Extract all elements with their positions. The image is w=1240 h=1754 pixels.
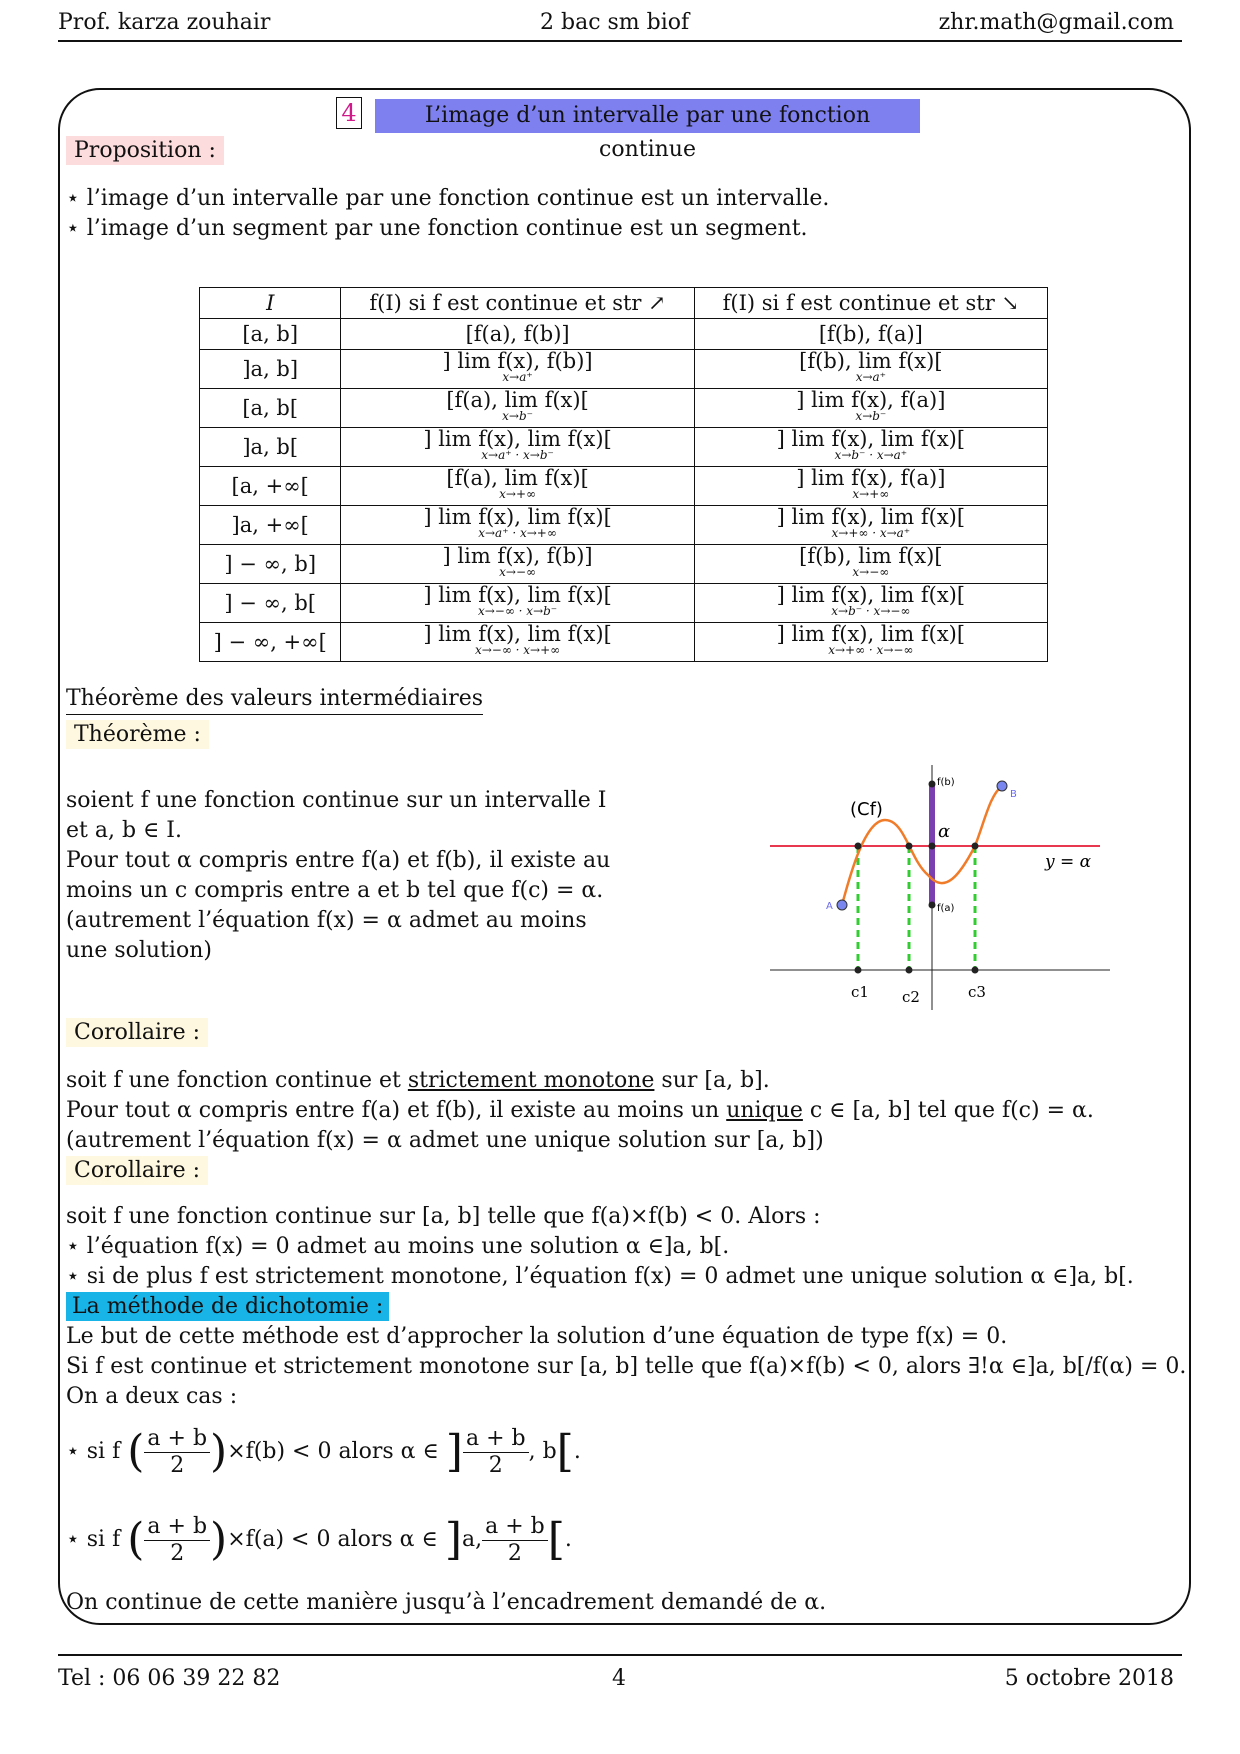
header-rule bbox=[58, 40, 1182, 42]
corollary-label: Corollaire : bbox=[66, 1018, 208, 1047]
label-c2: c2 bbox=[902, 988, 920, 1006]
table-row bbox=[200, 350, 1048, 389]
table-cell: ] lim f(x), lim f(x)[ x→+∞ · x→a⁺ bbox=[694, 506, 1047, 545]
table-header: f(I) si f est continue et str ↗ bbox=[341, 288, 694, 319]
header-email: zhr.math@gmail.com bbox=[938, 10, 1174, 35]
table-row bbox=[200, 428, 1048, 467]
corollary-label: Corollaire : bbox=[66, 1156, 208, 1185]
table-header: f(I) si f est continue et str ↘ bbox=[694, 288, 1047, 319]
table-row bbox=[200, 545, 1048, 584]
table-cell: ] lim f(x), lim f(x)[ x→−∞ · x→+∞ bbox=[341, 623, 694, 662]
table-cell: ] − ∞, +∞[ bbox=[200, 623, 341, 662]
table-cell: [a, b[ bbox=[200, 389, 341, 428]
table-cell: ] lim f(x), f(b)] x→a⁺ bbox=[341, 350, 694, 389]
table-cell: ] lim f(x), lim f(x)[ x→b⁻ · x→−∞ bbox=[694, 584, 1047, 623]
table-row bbox=[200, 584, 1048, 623]
label-alpha: α bbox=[938, 821, 951, 842]
table-row bbox=[200, 506, 1048, 545]
table-cell: [f(a), f(b)] bbox=[341, 319, 694, 350]
table-row bbox=[200, 467, 1048, 506]
label-y-alpha: y = α bbox=[1045, 852, 1092, 872]
corollary1-line: (autrement l’équation f(x) = α admet une unique solution sur [a, b]) bbox=[66, 1128, 824, 1153]
label-b: B bbox=[1010, 789, 1017, 800]
label-fa: f(a) bbox=[937, 903, 955, 914]
proposition-item: ⋆ l’image d’un segment par une fonction continue est un segment. bbox=[66, 216, 808, 241]
tvi-figure bbox=[770, 765, 1110, 1015]
label-c1: c1 bbox=[851, 983, 869, 1001]
table-cell: ]a, b] bbox=[200, 350, 341, 389]
tvi-line: moins un c compris entre a et b tel que f(c) = α. bbox=[66, 878, 604, 903]
table-cell: [a, b] bbox=[200, 319, 341, 350]
table-cell: ] lim f(x), f(a)] x→+∞ bbox=[694, 467, 1047, 506]
table-cell: ] − ∞, b] bbox=[200, 545, 341, 584]
table-row bbox=[200, 319, 1048, 350]
table-cell: [f(a), lim f(x)[ x→+∞ bbox=[341, 467, 694, 506]
corollary2-line: soit f une fonction continue sur [a, b] telle que f(a)×f(b) < 0. Alors : bbox=[66, 1204, 821, 1229]
table-cell: ] lim f(x), lim f(x)[ x→a⁺ · x→+∞ bbox=[341, 506, 694, 545]
section-number: 4 bbox=[336, 97, 362, 129]
table-cell: ] lim f(x), lim f(x)[ x→−∞ · x→b⁻ bbox=[341, 584, 694, 623]
table-cell: ] lim f(x), lim f(x)[ x→b⁻ · x→a⁺ bbox=[694, 428, 1047, 467]
tvi-heading: Théorème des valeurs intermédiaires bbox=[66, 684, 483, 715]
point-a bbox=[837, 900, 847, 910]
header-author: Prof. karza zouhair bbox=[58, 10, 271, 35]
label-c3: c3 bbox=[968, 983, 986, 1001]
tvi-line: soient f une fonction continue sur un intervalle I bbox=[66, 788, 607, 813]
dichotomy-conclusion: On continue de cette manière jusqu’à l’encadrement demandé de α. bbox=[66, 1590, 827, 1615]
tvi-line: et a, b ∈ I. bbox=[66, 818, 182, 843]
dichotomy-case-1: ⋆ si f ( $\frac{a + b}{2}$ )×f(b) < 0 alors α ∈ ] $\frac{a + b}{2}$ , b[. bbox=[66, 1425, 581, 1478]
point-b bbox=[997, 781, 1007, 791]
footer-phone: Tel : 06 06 39 22 82 bbox=[58, 1666, 281, 1691]
proposition-item: ⋆ l’image d’un intervalle par une fonction continue est un intervalle. bbox=[66, 186, 830, 211]
table-cell: ] lim f(x), lim f(x)[ x→+∞ · x→−∞ bbox=[694, 623, 1047, 662]
header-class: 2 bac sm biof bbox=[540, 10, 690, 35]
label-a: A bbox=[826, 901, 833, 912]
theorem-label: Théorème : bbox=[66, 720, 209, 749]
corollary2-line: ⋆ l’équation f(x) = 0 admet au moins une solution α ∈]a, b[. bbox=[66, 1234, 730, 1259]
section-title: L’image d’un intervalle par une fonction continue bbox=[375, 99, 920, 133]
table-cell: ]a, b[ bbox=[200, 428, 341, 467]
table-cell: ] lim f(x), f(b)] x→−∞ bbox=[341, 545, 694, 584]
footer-page-number: 4 bbox=[612, 1666, 626, 1691]
table-row bbox=[200, 389, 1048, 428]
tvi-line: (autrement l’équation f(x) = α admet au moins bbox=[66, 908, 587, 933]
tvi-line: une solution) bbox=[66, 938, 212, 963]
interval-image-table bbox=[199, 287, 1048, 662]
table-cell: ] lim f(x), f(a)] x→b⁻ bbox=[694, 389, 1047, 428]
dichotomy-label: La méthode de dichotomie : bbox=[66, 1292, 389, 1321]
corollary2-line: ⋆ si de plus f est strictement monotone, l’équation f(x) = 0 admet une unique solution α ∈]a, b[. bbox=[66, 1264, 1134, 1289]
table-row bbox=[200, 623, 1048, 662]
table-cell: [f(b), lim f(x)[ x→a⁺ bbox=[694, 350, 1047, 389]
label-cf: (Cf) bbox=[850, 799, 883, 820]
table-cell: ] lim f(x), lim f(x)[ x→a⁺ · x→b⁻ bbox=[341, 428, 694, 467]
tvi-line: Pour tout α compris entre f(a) et f(b), il existe au bbox=[66, 848, 611, 873]
label-fb: f(b) bbox=[937, 777, 955, 788]
dichotomy-line: Le but de cette méthode est d’approcher la solution d’une équation de type f(x) = 0. bbox=[66, 1324, 1008, 1349]
dichotomy-line: Si f est continue et strictement monotone sur [a, b] telle que f(a)×f(b) < 0, alors ∃!α ∈]a, b[/f(α) = 0. bbox=[66, 1354, 1187, 1379]
footer-rule bbox=[58, 1654, 1182, 1656]
dichotomy-case-2: ⋆ si f ( $\frac{a + b}{2}$ )×f(a) < 0 alors α ∈ ]a, $\frac{a + b}{2}$ [. bbox=[66, 1513, 572, 1566]
table-cell: [f(a), lim f(x)[ x→b⁻ bbox=[341, 389, 694, 428]
table-cell: [f(b), f(a)] bbox=[694, 319, 1047, 350]
dichotomy-line: On a deux cas : bbox=[66, 1384, 238, 1409]
table-cell: [f(b), lim f(x)[ x→−∞ bbox=[694, 545, 1047, 584]
corollary1-line: Pour tout α compris entre f(a) et f(b), il existe au moins un unique c ∈ [a, b] tel que f(c) = α. bbox=[66, 1098, 1094, 1123]
table-header: I bbox=[200, 288, 341, 319]
table-cell: [a, +∞[ bbox=[200, 467, 341, 506]
table-cell: ] − ∞, b[ bbox=[200, 584, 341, 623]
proposition-label: Proposition : bbox=[66, 136, 224, 165]
corollary1-line: soit f une fonction continue et strictement monotone sur [a, b]. bbox=[66, 1068, 770, 1093]
footer-date: 5 octobre 2018 bbox=[1004, 1666, 1174, 1691]
table-cell: ]a, +∞[ bbox=[200, 506, 341, 545]
